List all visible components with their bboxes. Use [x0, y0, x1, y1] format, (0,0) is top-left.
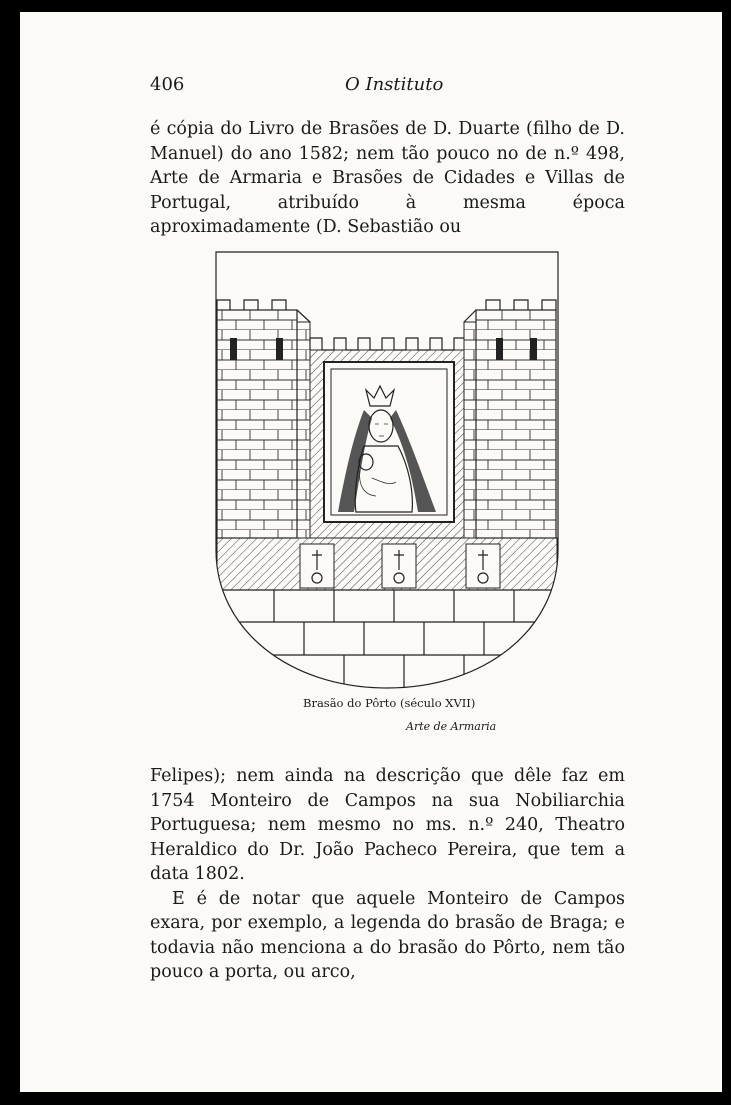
escutcheon-right: [466, 544, 500, 588]
paragraph-bottom: [150, 764, 625, 985]
figure-source: Arte de Armaria: [406, 720, 497, 733]
book-page: [20, 12, 722, 1092]
figure-caption: Brasão do Pôrto (século XVII): [303, 696, 476, 710]
left-tower: [217, 300, 310, 538]
coat-of-arms-illustration: [214, 250, 560, 690]
madonna-panel: [324, 362, 454, 522]
stone-base: [214, 590, 560, 688]
lower-band: [217, 538, 557, 590]
escutcheon-left: [300, 544, 334, 588]
escutcheon-center: [382, 544, 416, 588]
paragraph: E é de notar que aquele Monteiro de Campos exara, por exemplo, a legenda do brasão de Braga; e todavia não menciona a do brasão do Pôrto, nem tão pouco a porta, ou arco,: [150, 888, 625, 982]
paragraph: Felipes); nem ainda na descrição que dêle faz em 1754 Monteiro de Campos na sua Nobiliarchia Portuguesa; nem mesmo no ms. n.º 240, Theatro Heraldico do Dr. João Pacheco Pereira, que tem a data 1802.: [150, 766, 625, 884]
page-number: 406: [150, 74, 185, 95]
paragraph-top: [150, 117, 625, 240]
paragraph: é cópia do Livro de Brasões de D. Duarte (filho de D. Manuel) do ano 1582; nem tão pouco no de n.º 498, Arte de Armaria e Brasões de Cidades e Villas de Portugal, atribuído à mesma época aproximadamente (D. Sebastião ou: [150, 119, 625, 237]
right-tower: [464, 300, 556, 538]
running-title: O Instituto: [345, 74, 444, 95]
